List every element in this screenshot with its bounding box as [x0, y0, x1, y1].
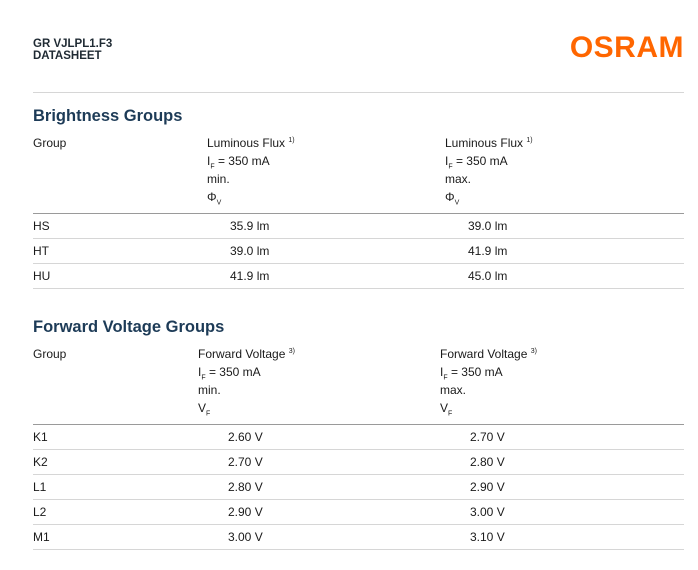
- symbol-sub: F: [206, 410, 211, 418]
- cond-symbol: I: [198, 365, 202, 379]
- table-row: [33, 474, 684, 499]
- group-cell: HS: [33, 219, 50, 233]
- header-label: Forward Voltage: [198, 347, 286, 361]
- symbol: Φ: [445, 190, 455, 204]
- header-voltage-min: [198, 345, 295, 417]
- max-cell: 3.00 V: [470, 505, 505, 519]
- limit-label: min.: [198, 383, 221, 397]
- header-label: Forward Voltage: [440, 347, 528, 361]
- group-cell: HT: [33, 244, 49, 258]
- header-label: Luminous Flux: [207, 136, 286, 150]
- part-number: GR VJLPL1.F3: [33, 38, 113, 50]
- min-cell: 2.70 V: [228, 455, 263, 469]
- header-group: Group: [33, 136, 67, 150]
- voltage-table-body: [33, 424, 684, 550]
- header-group: Group: [33, 347, 67, 361]
- limit-label: max.: [445, 172, 472, 186]
- cond-value: = 350 mA: [214, 154, 270, 168]
- symbol-sub: V: [454, 199, 460, 207]
- table-row: [33, 424, 684, 449]
- min-cell: 3.00 V: [228, 530, 263, 544]
- group-cell: K1: [33, 430, 48, 444]
- voltage-table-header: [33, 345, 684, 424]
- header-flux-min: [207, 134, 295, 206]
- cond-sub: F: [210, 163, 215, 171]
- symbol: V: [198, 401, 207, 415]
- max-cell: 2.70 V: [470, 430, 505, 444]
- min-cell: 2.90 V: [228, 505, 263, 519]
- brightness-table-body: [33, 213, 684, 289]
- header-flux-max: [445, 134, 533, 206]
- doc-type: DATASHEET: [33, 50, 102, 62]
- limit-label: max.: [440, 383, 467, 397]
- cond-sub: F: [448, 163, 453, 171]
- max-cell: 2.80 V: [470, 455, 505, 469]
- cond-symbol: I: [445, 154, 449, 168]
- max-cell: 45.0 lm: [468, 269, 508, 283]
- cond-symbol: I: [440, 365, 444, 379]
- min-cell: 2.80 V: [228, 480, 263, 494]
- symbol-sub: F: [448, 410, 453, 418]
- group-cell: HU: [33, 269, 51, 283]
- group-cell: K2: [33, 455, 48, 469]
- cond-sub: F: [443, 374, 448, 382]
- group-cell: M1: [33, 530, 50, 544]
- group-cell: L2: [33, 505, 47, 519]
- table-row: [33, 524, 684, 550]
- header-divider: [33, 92, 684, 93]
- max-cell: 41.9 lm: [468, 244, 508, 258]
- table-row: [33, 449, 684, 474]
- footnote-ref: 3): [530, 348, 537, 355]
- min-cell: 35.9 lm: [230, 219, 270, 233]
- brightness-section-title: Brightness Groups: [33, 107, 183, 125]
- symbol-sub: V: [216, 199, 222, 207]
- group-cell: L1: [33, 480, 47, 494]
- brightness-table-header: [33, 134, 684, 213]
- osram-logo: OSRAM: [569, 31, 684, 64]
- limit-label: min.: [207, 172, 230, 186]
- footnote-ref: 1): [288, 137, 295, 144]
- table-row: [33, 238, 684, 263]
- min-cell: 41.9 lm: [230, 269, 270, 283]
- table-row: [33, 213, 684, 238]
- voltage-table: [33, 345, 684, 550]
- table-row: [33, 263, 684, 289]
- cond-value: = 350 mA: [205, 365, 261, 379]
- min-cell: 39.0 lm: [230, 244, 270, 258]
- symbol: Φ: [207, 190, 217, 204]
- doc-title: [33, 38, 112, 62]
- cond-symbol: I: [207, 154, 211, 168]
- footnote-ref: 3): [288, 348, 295, 355]
- max-cell: 2.90 V: [470, 480, 505, 494]
- table-row: [33, 499, 684, 524]
- header-label: Luminous Flux: [445, 136, 524, 150]
- min-cell: 2.60 V: [228, 430, 263, 444]
- max-cell: 39.0 lm: [468, 219, 508, 233]
- brightness-table: [33, 134, 684, 289]
- symbol: V: [440, 401, 449, 415]
- cond-value: = 350 mA: [447, 365, 503, 379]
- voltage-section-title: Forward Voltage Groups: [33, 318, 225, 336]
- cond-sub: F: [201, 374, 206, 382]
- header-voltage-max: [440, 345, 537, 417]
- cond-value: = 350 mA: [452, 154, 508, 168]
- footnote-ref: 1): [526, 137, 533, 144]
- max-cell: 3.10 V: [470, 530, 505, 544]
